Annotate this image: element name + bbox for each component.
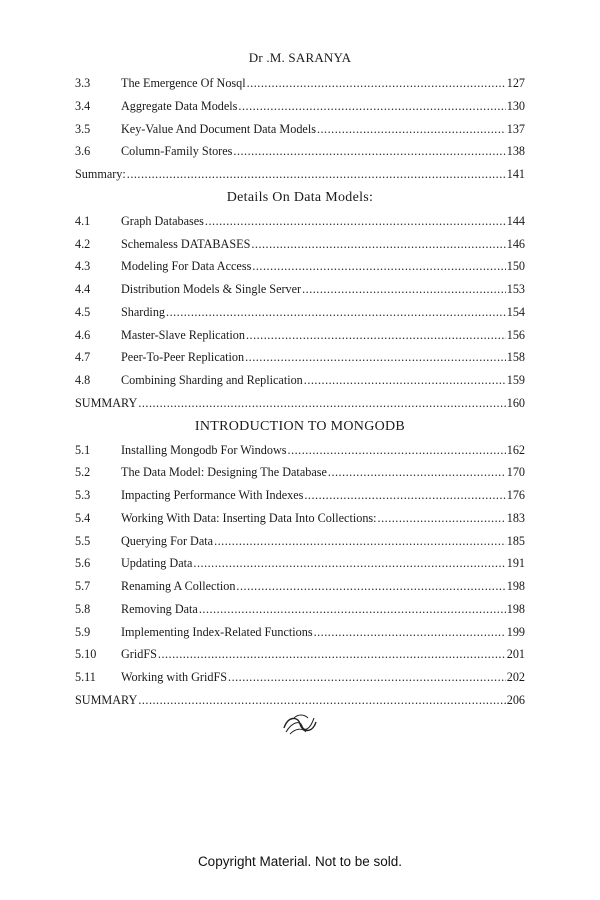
toc-entry-title: Distribution Models & Single Server <box>121 282 302 296</box>
toc-entry-title: Implementing Index-Related Functions <box>121 624 313 639</box>
toc-entry-title: Sharding <box>121 304 166 319</box>
toc-entry-number: 5.8 <box>75 601 91 616</box>
toc-entry-number: 5.6 <box>75 556 91 571</box>
toc-entry-page: 154 <box>506 304 525 319</box>
toc-summary-title: SUMMARY <box>75 692 138 707</box>
toc-leader-dots <box>199 598 506 621</box>
toc-leader-dots <box>378 507 506 530</box>
toc-summary-title: Summary: <box>75 167 126 181</box>
toc-summary-page: 141 <box>506 167 525 181</box>
toc-leader-dots <box>158 643 506 666</box>
toc-leader-dots <box>245 346 506 369</box>
toc-entry[interactable] <box>75 255 525 278</box>
toc-entry-title: The Emergence Of Nosql <box>121 76 246 90</box>
toc-entry-number: 4.5 <box>75 304 91 319</box>
toc-entry-title: Combining Sharding and Replication <box>121 373 303 387</box>
toc-leader-dots <box>233 140 505 163</box>
toc-entry-title: Column-Family Stores <box>121 144 233 159</box>
toc-entry[interactable] <box>75 666 525 689</box>
toc-entry-page: 146 <box>506 236 525 251</box>
toc-entry-title: Working With Data: Inserting Data Into Collections: <box>121 510 377 525</box>
toc-leader-dots <box>205 210 506 233</box>
toc-entry-page: 198 <box>506 579 525 593</box>
toc-entry[interactable] <box>75 210 525 233</box>
toc-entry[interactable] <box>75 575 525 598</box>
toc-leader-dots <box>304 484 505 507</box>
toc-entry[interactable] <box>75 324 525 347</box>
toc-entry-number: 5.4 <box>75 510 91 525</box>
section-heading-mongodb: INTRODUCTION TO MONGODB <box>194 418 406 434</box>
toc-leader-dots <box>328 461 506 484</box>
toc-entry-title: Installing Mongodb For Windows <box>121 442 287 457</box>
flourish-ornament-icon <box>280 712 320 738</box>
toc-entry-number: 5.2 <box>75 465 91 480</box>
toc-entry-number: 3.3 <box>75 76 91 90</box>
toc-entry-title: Key-Value And Document Data Models <box>121 121 316 136</box>
toc-entry[interactable] <box>75 461 525 484</box>
toc-entry[interactable] <box>75 233 525 256</box>
toc-leader-dots <box>228 666 506 689</box>
toc-entry-number: 5.11 <box>75 670 96 684</box>
toc-entry[interactable] <box>75 346 525 369</box>
toc-entry[interactable] <box>75 439 525 462</box>
toc-leader-dots <box>247 72 506 95</box>
toc-summary-page: 160 <box>506 395 525 410</box>
toc-entry-title: The Data Model: Designing The Database <box>121 465 327 480</box>
toc-entry-page: 138 <box>506 144 525 159</box>
toc-leader-dots <box>251 233 505 256</box>
toc-summary-page: 206 <box>506 692 525 707</box>
toc-summary-entry[interactable] <box>75 689 525 712</box>
toc-leader-dots <box>138 689 505 712</box>
toc-entry-title: Impacting Performance With Indexes <box>121 488 304 502</box>
toc-summary-title: SUMMARY <box>75 395 138 410</box>
toc-entry-title: Working with GridFS <box>121 670 228 684</box>
toc-entry-number: 5.3 <box>75 488 91 502</box>
toc-leader-dots <box>288 439 506 462</box>
toc-entry[interactable] <box>75 484 525 507</box>
toc-entry-number: 3.5 <box>75 121 91 136</box>
toc-entry-title: Querying For Data <box>121 533 214 548</box>
toc-entry[interactable] <box>75 278 525 301</box>
toc-leader-dots <box>314 621 506 644</box>
toc-entry-number: 4.1 <box>75 213 91 228</box>
toc-leader-dots <box>252 255 505 278</box>
toc-entry-number: 4.2 <box>75 236 91 251</box>
toc-entry-title: Modeling For Data Access <box>121 259 252 274</box>
toc-entry-page: 201 <box>506 647 525 662</box>
toc-entry[interactable] <box>75 301 525 324</box>
toc-entry-page: 158 <box>506 350 525 365</box>
toc-leader-dots <box>246 324 506 347</box>
toc-entry[interactable] <box>75 369 525 392</box>
toc-entry-page: 191 <box>506 556 525 571</box>
toc-entry-page: 162 <box>506 442 525 457</box>
toc-entry-title: Schemaless DATABASES <box>121 236 251 251</box>
toc-entry-page: 185 <box>506 533 525 548</box>
toc-entry-number: 5.7 <box>75 579 91 593</box>
toc-leader-dots <box>138 392 505 415</box>
toc-entry-page: 144 <box>506 213 525 228</box>
toc-entry-number: 4.6 <box>75 327 91 342</box>
toc-entry-page: 198 <box>506 601 525 616</box>
toc-entry-page: 159 <box>506 373 525 387</box>
toc-summary-entry[interactable] <box>75 392 525 415</box>
toc-entry[interactable] <box>75 140 525 163</box>
toc-entry[interactable] <box>75 621 525 644</box>
toc-leader-dots <box>166 301 506 324</box>
toc-leader-dots <box>193 552 505 575</box>
toc-entry-number: 4.3 <box>75 259 91 274</box>
toc-entry-number: 3.4 <box>75 98 91 113</box>
toc-entry-page: 137 <box>506 121 525 136</box>
toc-entry-number: 4.7 <box>75 350 91 365</box>
toc-entry-page: 202 <box>506 670 525 684</box>
toc-leader-dots <box>302 278 506 301</box>
toc-entry-page: 170 <box>506 465 525 480</box>
toc-entry-page: 199 <box>506 624 525 639</box>
toc-entry-number: 4.8 <box>75 373 91 387</box>
copyright-footer: Copyright Material. Not to be sold. <box>197 854 403 869</box>
toc-entry[interactable] <box>75 95 525 118</box>
toc-entry-number: 5.5 <box>75 533 91 548</box>
toc-entry-title: Updating Data <box>121 556 193 571</box>
toc-entry-number: 4.4 <box>75 282 91 296</box>
toc-leader-dots <box>317 118 506 141</box>
toc-entry-title: Removing Data <box>121 601 198 616</box>
running-header-author: Dr .M. SARANYA <box>248 50 352 65</box>
toc-entry[interactable] <box>75 530 525 553</box>
toc-entry-title: Master-Slave Replication <box>121 327 245 342</box>
toc-entry-page: 183 <box>506 510 525 525</box>
toc-entry-title: Renaming A Collection <box>121 579 236 593</box>
toc-entry-number: 5.9 <box>75 624 91 639</box>
toc-entry[interactable] <box>75 643 525 666</box>
toc-entry-page: 150 <box>506 259 525 274</box>
toc-entry-title: GridFS <box>121 647 157 662</box>
toc-entry-title: Aggregate Data Models <box>121 98 238 113</box>
toc-entry-page: 127 <box>506 76 525 90</box>
toc-leader-dots <box>304 369 506 392</box>
toc-summary-entry[interactable] <box>75 163 525 186</box>
toc-entry-page: 153 <box>506 282 525 296</box>
toc-entry[interactable] <box>75 552 525 575</box>
toc-leader-dots <box>127 163 506 186</box>
toc-entry-page: 176 <box>506 488 525 502</box>
toc-entry[interactable] <box>75 118 525 141</box>
section-heading-data-models: Details On Data Models: <box>226 189 374 205</box>
toc-leader-dots <box>238 95 505 118</box>
toc-entry[interactable] <box>75 507 525 530</box>
toc-entry-number: 5.1 <box>75 442 91 457</box>
toc-entry-number: 3.6 <box>75 144 91 159</box>
toc-entry-title: Peer-To-Peer Replication <box>121 350 245 365</box>
toc-entry-title: Graph Databases <box>121 213 204 228</box>
toc-entry-page: 156 <box>506 327 525 342</box>
toc-leader-dots <box>214 530 506 553</box>
toc-entry-page: 130 <box>506 98 525 113</box>
toc-entry[interactable] <box>75 598 525 621</box>
toc-entry[interactable] <box>75 72 525 95</box>
toc-leader-dots <box>236 575 505 598</box>
table-of-contents <box>75 72 525 712</box>
toc-entry-number: 5.10 <box>75 647 97 662</box>
